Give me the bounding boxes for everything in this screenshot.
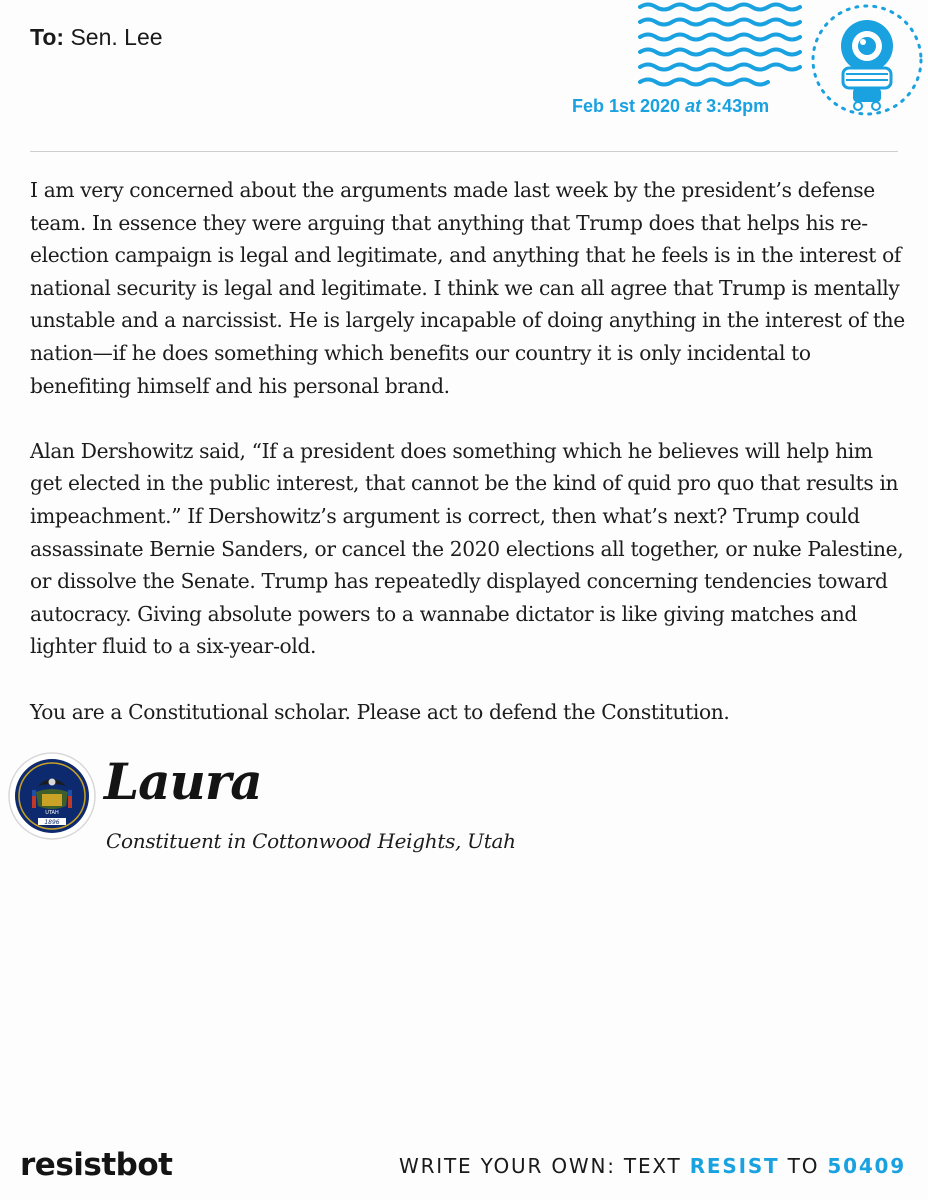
recipient-line	[30, 24, 163, 51]
utah-state-seal-icon	[8, 752, 96, 840]
resistbot-logo: resistbot	[20, 1147, 173, 1183]
letter-paragraph: Alan Dershowitz said, “If a president does something which he believes will help him get elected in the public interest, that cannot be the kind of quid pro quo that results in impeachment.” If Dershowitz’s argument is correct, then what’s next? Trump could assassinate Bernie Sanders, or cancel the 2020 elections all together, or nuke Palestine, or dissolve the Senate. Trump has repeatedly displayed concerning tendencies toward autocracy. Giving absolute powers to a wannabe dictator is like giving matches and lighter fluid to a six-year-old.	[30, 438, 904, 659]
cta-keyword: RESIST	[689, 1154, 780, 1178]
signature-name: Laura	[104, 752, 262, 811]
letter-paragraph: I am very concerned about the arguments made last week by the president’s defense team. In essence they were arguing that anything that Trump does that helps his re-election campaign is legal and legitimate, and anything that he feels is in the interest of national security is legal and legitimate. I think we can all agree that Trump is mentally unstable and a narcissist. He is largely incapable of doing anything in the interest of the nation—if he does something which benefits our country it is only incidental to benefiting himself and his personal brand.	[30, 178, 905, 398]
postmark-date-value: Feb 1st 2020	[572, 96, 681, 116]
postmark-at: at	[685, 96, 702, 116]
cta-to: TO	[787, 1154, 820, 1178]
call-to-action	[399, 1154, 906, 1178]
cta-number: 50409	[827, 1154, 906, 1178]
letter-body	[30, 174, 906, 761]
header-divider	[30, 151, 898, 152]
postmark-time: 3:43pm	[706, 96, 770, 116]
constituent-location: Constituent in Cottonwood Heights, Utah	[106, 829, 516, 853]
to-label: To:	[30, 24, 65, 50]
recipient-name: Sen. Lee	[70, 24, 163, 50]
cta-prefix: WRITE YOUR OWN: TEXT	[399, 1154, 682, 1178]
postmark-waves-icon	[636, 0, 811, 95]
postmark-date	[572, 96, 769, 117]
letter-header	[0, 0, 928, 152]
letter-paragraph: You are a Constitutional scholar. Please act to defend the Constitution.	[30, 699, 730, 724]
resistbot-stamp-icon	[806, 0, 928, 125]
seal-year: 1896	[44, 819, 60, 826]
seal-state-label: UTAH	[45, 810, 59, 816]
